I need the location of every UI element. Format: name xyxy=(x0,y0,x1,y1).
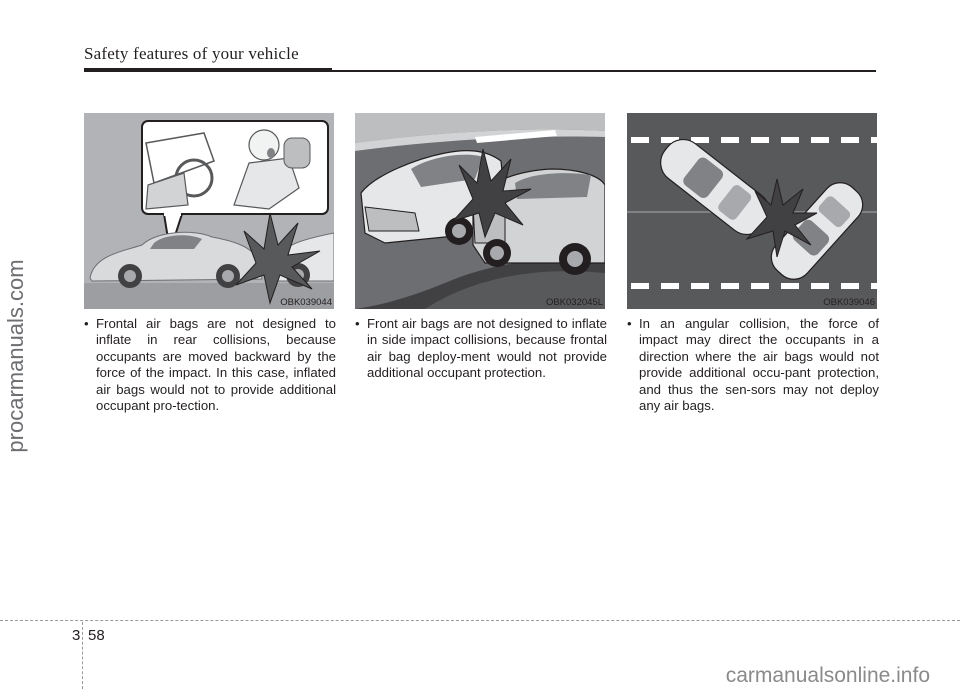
figure-code: OBK039046 xyxy=(823,297,875,308)
side-watermark: procarmanuals.com xyxy=(3,259,28,453)
bullet-marker: • xyxy=(627,316,632,331)
footer-rule xyxy=(0,620,960,621)
figure-rear-collision xyxy=(84,113,334,309)
side-impact-illustration xyxy=(355,113,605,309)
header-rule-thin xyxy=(332,70,876,72)
bullet-text-angular-collision xyxy=(627,316,879,414)
bullet-text-side-impact xyxy=(355,316,607,382)
bullet-marker: • xyxy=(84,316,89,331)
figure-side-impact xyxy=(355,113,605,309)
figure-code: OBK032045L xyxy=(545,297,603,308)
page-number: 58 xyxy=(88,627,105,644)
bullet-body: Front air bags are not designed to inflate in side impact collisions, because frontal air bag deploy-ment would not provide additional occupant protection. xyxy=(367,316,607,381)
figure-angular-collision xyxy=(627,113,877,309)
angular-collision-illustration xyxy=(627,113,877,309)
header-rule-thick xyxy=(84,68,332,72)
figure-code: OBK039044 xyxy=(280,297,332,308)
bullet-marker: • xyxy=(355,316,360,331)
chapter-number: 3 xyxy=(72,627,81,644)
footer-watermark: carmanualsonline.info xyxy=(725,664,930,687)
bullet-body: In an angular collision, the force of impact may direct the occupants in a direction where the air bags would not provide additional occu-pant protection, and thus the sen-sors may not deploy any air bags. xyxy=(639,316,879,414)
bullet-body: Frontal air bags are not designed to inflate in rear collisions, because occupants are moved backward by the force of the impact. In this case, inflated air bags would not to provide additional occupant pro-tection. xyxy=(96,316,336,414)
rear-collision-illustration xyxy=(84,113,334,309)
page-header-title: Safety features of your vehicle xyxy=(84,44,299,63)
bullet-text-rear-collision xyxy=(84,316,336,414)
footer-divider xyxy=(82,622,83,689)
